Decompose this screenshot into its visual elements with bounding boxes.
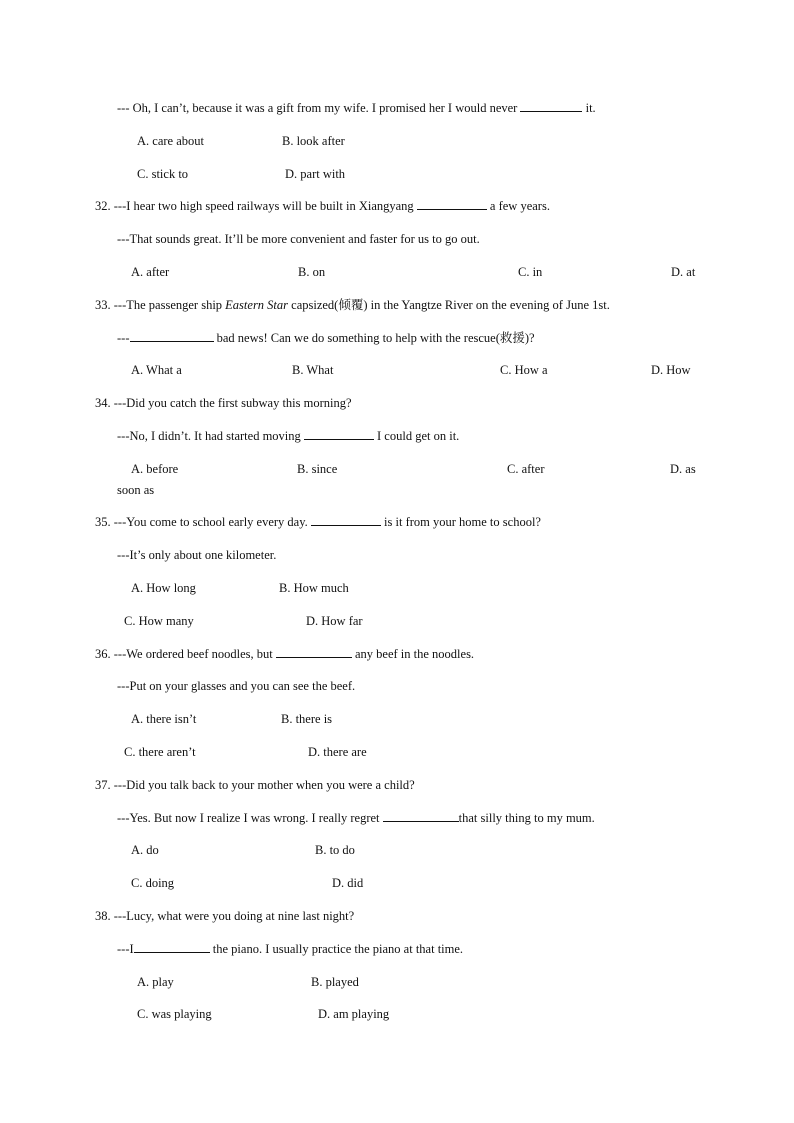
option-d[interactable]: D. as (670, 462, 696, 476)
question-35-line-2: ---It’s only about one kilometer. (117, 548, 277, 562)
question-number: 38. (95, 909, 111, 923)
question-number: 35. (95, 515, 111, 529)
question-number: 32. (95, 199, 111, 213)
option-a[interactable]: A. play (137, 975, 174, 989)
question-number: 33. (95, 298, 111, 312)
option-a[interactable]: A. after (131, 265, 170, 279)
option-b[interactable]: B. on (298, 265, 326, 279)
answer-blank[interactable] (130, 330, 214, 342)
answer-blank[interactable] (134, 941, 210, 953)
option-b[interactable]: B. there is (281, 712, 333, 726)
option-a[interactable]: A. care about (137, 134, 204, 148)
option-a[interactable]: A. How long (131, 581, 196, 595)
question-35-line-1: 35. ---You come to school early every day. is it from your home to school? (95, 515, 541, 529)
question-37-line-2: ---Yes. But now I realize I was wrong. I really regret that silly thing to my mum. (117, 811, 595, 825)
question-number: 37. (95, 778, 111, 792)
option-a[interactable]: A. do (131, 843, 159, 857)
option-b[interactable]: B. since (297, 462, 338, 476)
question-34-line-1: 34. ---Did you catch the first subway this morning? (95, 396, 352, 410)
answer-blank[interactable] (417, 198, 487, 210)
question-number: 36. (95, 647, 111, 661)
answer-blank[interactable] (276, 646, 352, 658)
option-c[interactable]: C. stick to (137, 167, 189, 181)
option-a[interactable]: A. What a (131, 363, 182, 377)
option-d[interactable]: D. am playing (318, 1007, 390, 1021)
option-c[interactable]: C. doing (131, 876, 175, 890)
option-b[interactable]: B. played (311, 975, 359, 989)
option-a[interactable]: A. before (131, 462, 179, 476)
option-d[interactable]: D. part with (285, 167, 346, 181)
option-b[interactable]: B. to do (315, 843, 355, 857)
option-d[interactable]: D. How far (306, 614, 363, 628)
answer-blank[interactable] (520, 100, 582, 112)
option-a[interactable]: A. there isn’t (131, 712, 197, 726)
question-33-line-1: 33. ---The passenger ship Eastern Star capsized(倾覆) in the Yangtze River on the evening of June 1st. (95, 298, 610, 312)
question-36-line-1: 36. ---We ordered beef noodles, but any beef in the noodles. (95, 647, 475, 661)
option-c[interactable]: C. there aren’t (124, 745, 196, 759)
question-33-line-2: --- bad news! Can we do something to help with the rescue(救援)? (117, 331, 535, 345)
question-32-line-2: ---That sounds great. It’ll be more convenient and faster for us to go out. (117, 232, 480, 246)
answer-blank[interactable] (383, 810, 459, 822)
option-c[interactable]: C. in (518, 265, 543, 279)
option-d[interactable]: D. did (332, 876, 364, 890)
option-b[interactable]: B. look after (282, 134, 345, 148)
question-number: 34. (95, 396, 111, 410)
option-b[interactable]: B. What (292, 363, 334, 377)
option-b[interactable]: B. How much (279, 581, 349, 595)
option-d[interactable]: D. there are (308, 745, 367, 759)
option-d-continued[interactable]: soon as (117, 483, 155, 497)
question-34-line-2: ---No, I didn’t. It had started moving I could get on it. (117, 429, 460, 443)
option-c[interactable]: C. after (507, 462, 545, 476)
answer-blank[interactable] (304, 428, 374, 440)
option-c[interactable]: C. How a (500, 363, 548, 377)
option-d[interactable]: D. at (671, 265, 696, 279)
question-36-line-2: ---Put on your glasses and you can see the beef. (117, 679, 356, 693)
answer-blank[interactable] (311, 514, 381, 526)
question-38-line-1: 38. ---Lucy, what were you doing at nine last night? (95, 909, 355, 923)
option-c[interactable]: C. How many (124, 614, 194, 628)
question-37-line-1: 37. ---Did you talk back to your mother when you were a child? (95, 778, 415, 792)
ship-name: Eastern Star (225, 298, 289, 312)
option-c[interactable]: C. was playing (137, 1007, 212, 1021)
question-38-line-2: ---I the piano. I usually practice the piano at that time. (117, 942, 464, 956)
option-d[interactable]: D. How (651, 363, 691, 377)
question-32-line-1: 32. ---I hear two high speed railways will be built in Xiangyang a few years. (95, 199, 550, 213)
question-31-answer-line: --- Oh, I can’t, because it was a gift from my wife. I promised her I would never it. (117, 101, 596, 115)
